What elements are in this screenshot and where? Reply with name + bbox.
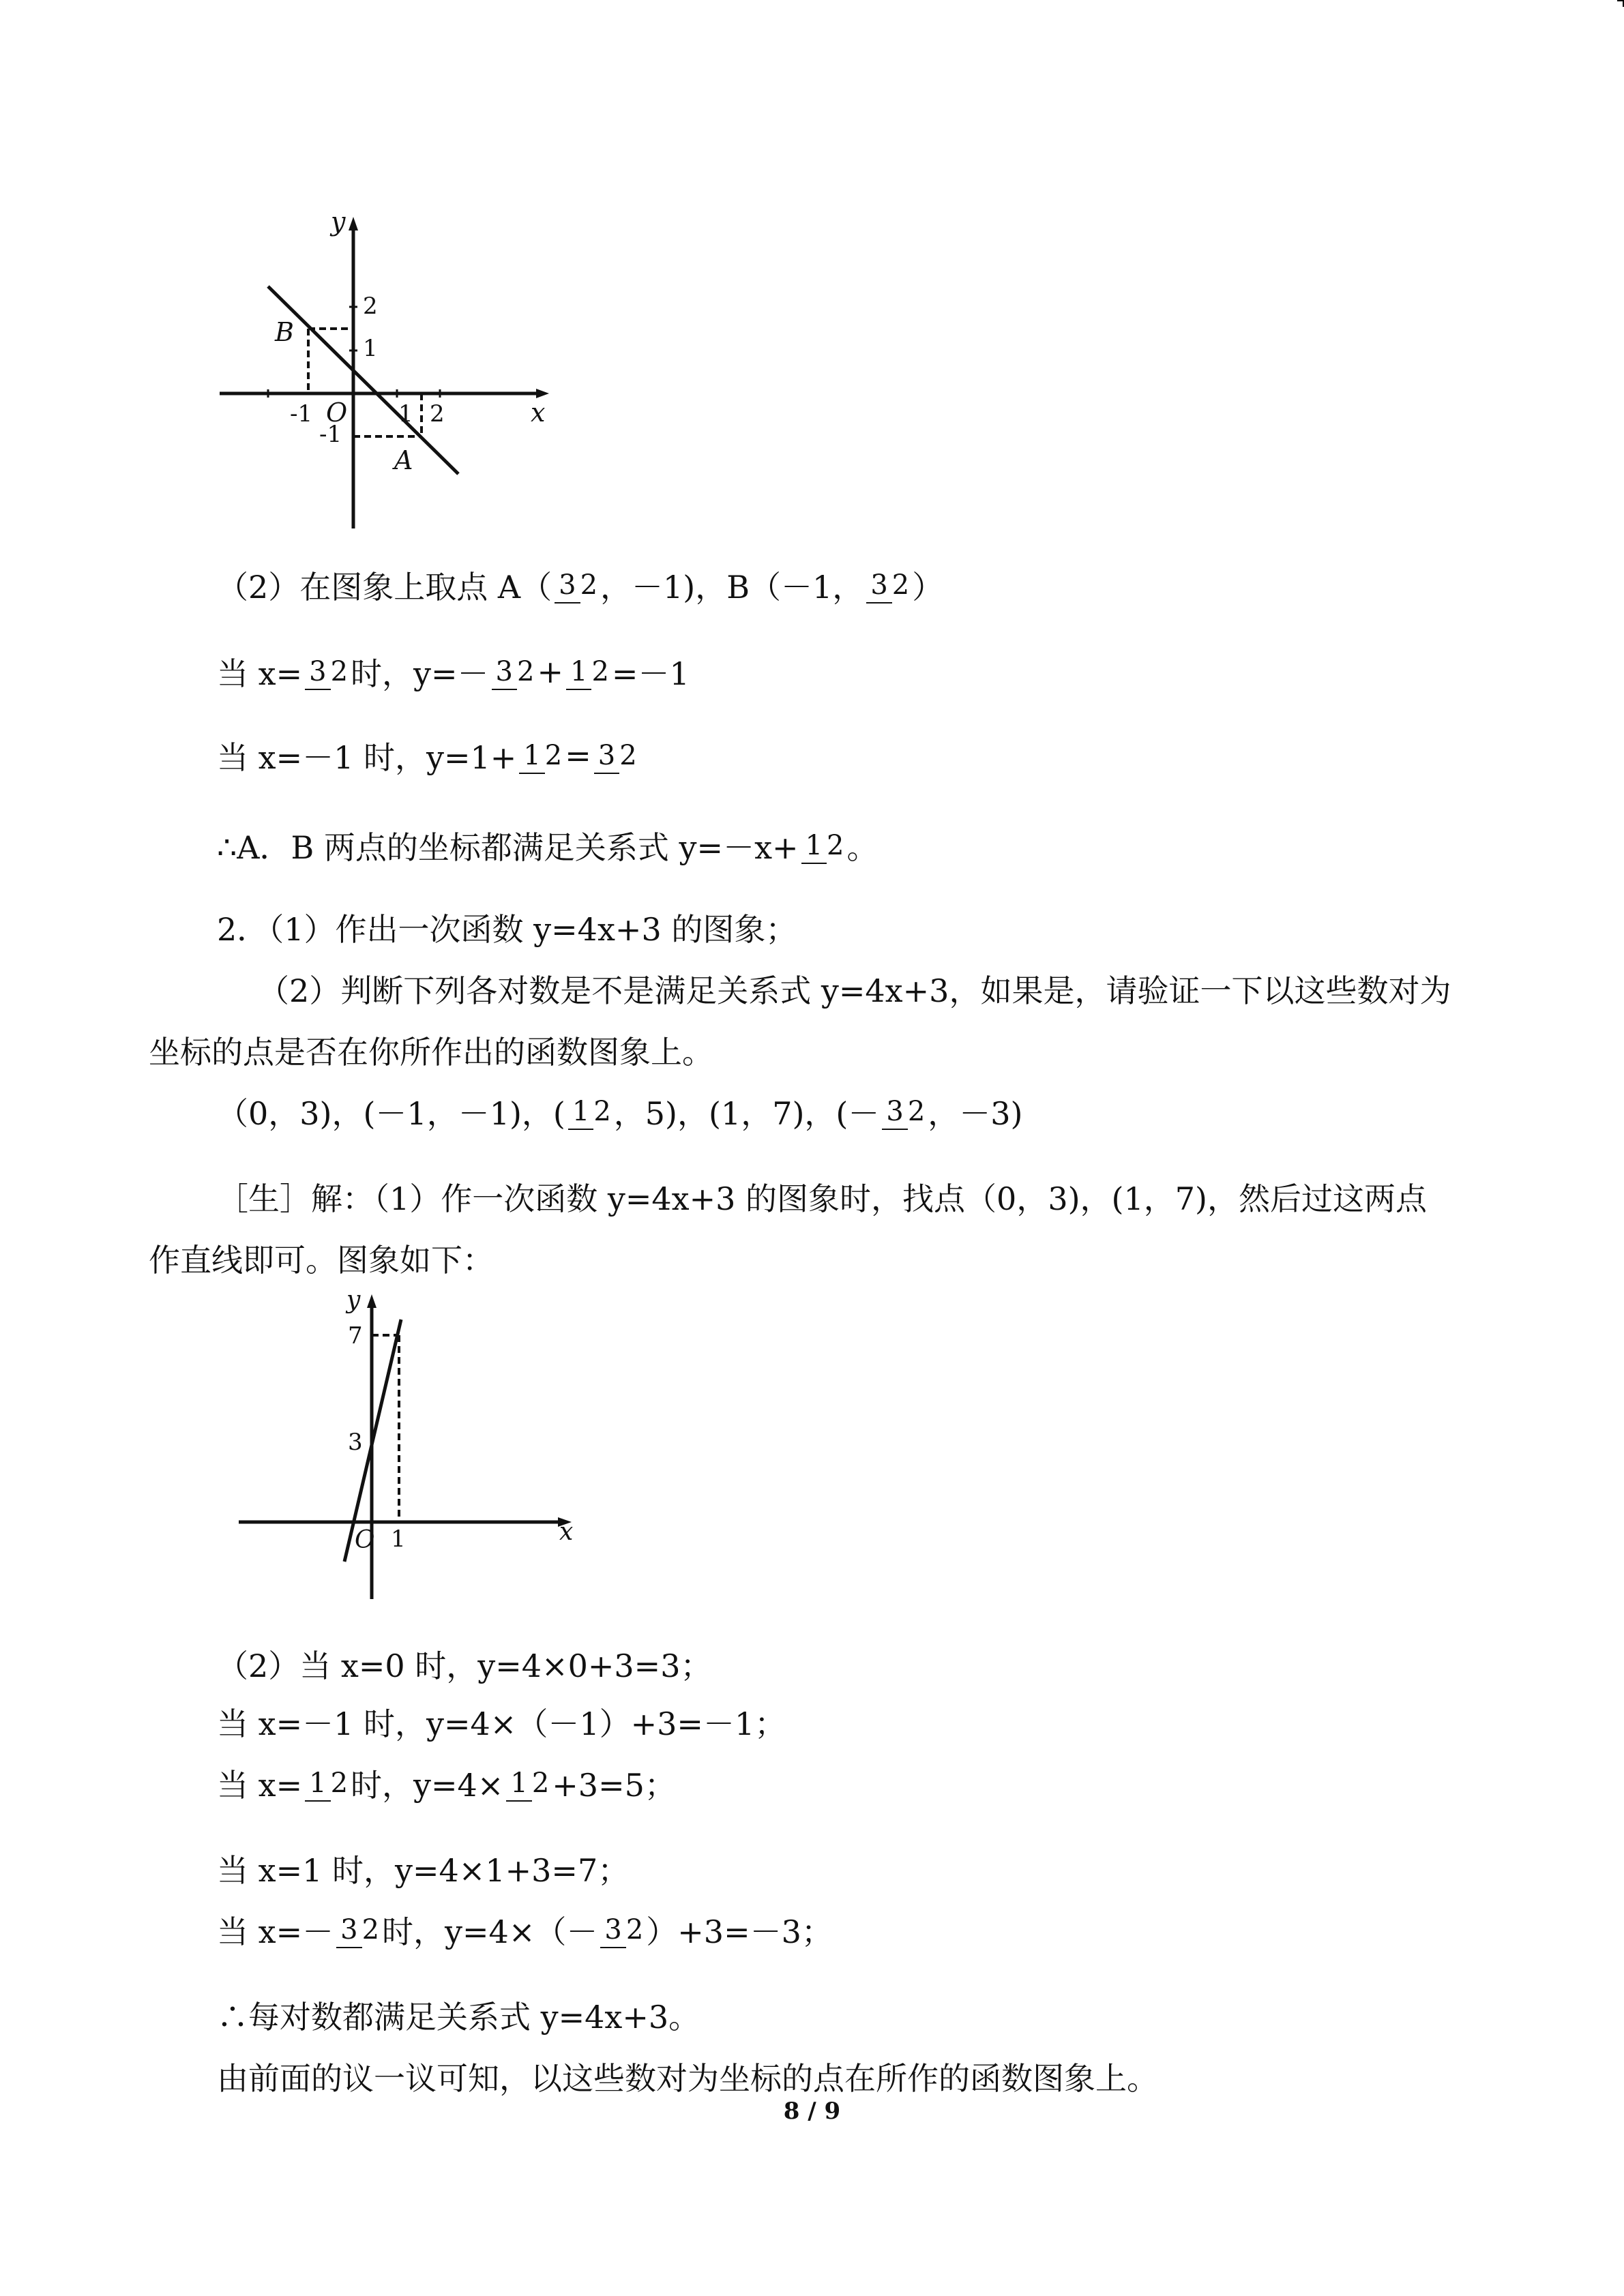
fraction: 3 2 — [600, 1915, 643, 1944]
tick-y-3: 3 — [348, 1429, 363, 1456]
fraction: 3 2 — [492, 657, 535, 686]
tick-x-neg1: -1 — [290, 400, 313, 428]
verify-line-1: （2）当 x=0 时，y=4×0+3=3； — [217, 1648, 712, 1684]
origin-label: O — [326, 398, 348, 428]
graph-y-4x-plus-3 — [225, 1289, 607, 1602]
answer-line-1b: 作直线即可。图象如下： — [149, 1242, 494, 1279]
tick-y-1: 1 — [363, 335, 378, 362]
point-selection-line: （2）在图象上取点 A（ 3 2 ，－1)，B（－1， 3 2 ） — [217, 569, 944, 606]
tick-x-1: 1 — [398, 400, 413, 428]
tick-x-2: 2 — [430, 400, 445, 428]
tick-y-2: 2 — [363, 293, 378, 320]
verify-line-2: 当 x=－1 时，y=4×（－1）+3=－1； — [217, 1705, 786, 1742]
graph-y-neg-x — [205, 205, 573, 532]
check-point-b-line: 当 x=－1 时，y=1+ 1 2 = 3 2 — [217, 737, 637, 776]
conclusion-line-1: ∴A．B 两点的坐标都满足关系式 y=－x+ 1 2 。 — [217, 829, 879, 866]
fraction: 1 2 — [506, 1769, 549, 1798]
page-number: 8 / 9 — [783, 2098, 841, 2125]
conclusion-line-2: ∴每对数都满足关系式 y=4x+3。 — [217, 1999, 700, 2036]
y-axis-arrow — [349, 217, 358, 230]
fraction: 1 2 — [801, 831, 844, 860]
question-2-part-2a: （2）判断下列各对数是不是满足关系式 y=4x+3，如果是，请验证一下以这些数对为 — [258, 972, 1451, 1009]
check-point-a-line: 当 x= 3 2 时，y=－ 3 2 + 1 2 =－1 — [217, 653, 690, 692]
fraction: 1 2 — [566, 657, 609, 686]
question-2-part-2b: 坐标的点是否在你所作出的函数图象上。 — [149, 1034, 713, 1071]
y-axis-label: y — [331, 207, 346, 237]
x-axis-label: x — [531, 398, 546, 428]
fraction: 3 2 — [594, 741, 637, 770]
fraction: 3 2 — [336, 1915, 379, 1944]
fraction: 3 2 — [555, 571, 597, 599]
question-2-part-1: 2．（1）作出一次函数 y=4x+3 的图象； — [217, 911, 797, 948]
verify-line-4: 当 x=1 时，y=4×1+3=7； — [217, 1852, 630, 1889]
verify-line-3: 当 x= 1 2 时，y=4× 1 2 +3=5； — [217, 1767, 676, 1804]
origin-label: O — [355, 1526, 375, 1554]
verify-line-5: 当 x=－ 3 2 时，y=4×（－ 3 2 ）+3=－3； — [217, 1913, 833, 1950]
final-statement: 由前面的议一议可知，以这些数对为坐标的点在所作的函数图象上。 — [217, 2060, 1158, 2097]
number-pairs-line: （0，3)，(－1，－1)，( 1 2 ，5)，(1，7)，(－ 3 2 ，－3) — [217, 1095, 1023, 1132]
tick-y-7: 7 — [348, 1322, 363, 1350]
answer-line-1a: ［生］解：（1）作一次函数 y=4x+3 的图象时，找点（0，3)，(1，7)，然后过这两点 — [217, 1180, 1427, 1217]
point-b-label: B — [275, 317, 294, 347]
fraction: 3 2 — [882, 1097, 925, 1126]
tick-x-1: 1 — [391, 1525, 406, 1553]
page-corner-mark — [1617, 0, 1624, 7]
y-axis-label: y — [346, 1289, 361, 1314]
fraction: 1 2 — [568, 1097, 611, 1126]
fraction: 1 2 — [519, 741, 562, 770]
tick-y-neg1: -1 — [319, 421, 342, 448]
y-axis-arrow — [367, 1294, 377, 1308]
x-axis-arrow — [536, 389, 549, 398]
fraction: 3 2 — [866, 571, 909, 599]
fraction: 3 2 — [305, 657, 348, 686]
fraction: 1 2 — [305, 1769, 348, 1798]
x-axis-label: x — [559, 1518, 574, 1546]
point-a-label: A — [394, 445, 413, 475]
